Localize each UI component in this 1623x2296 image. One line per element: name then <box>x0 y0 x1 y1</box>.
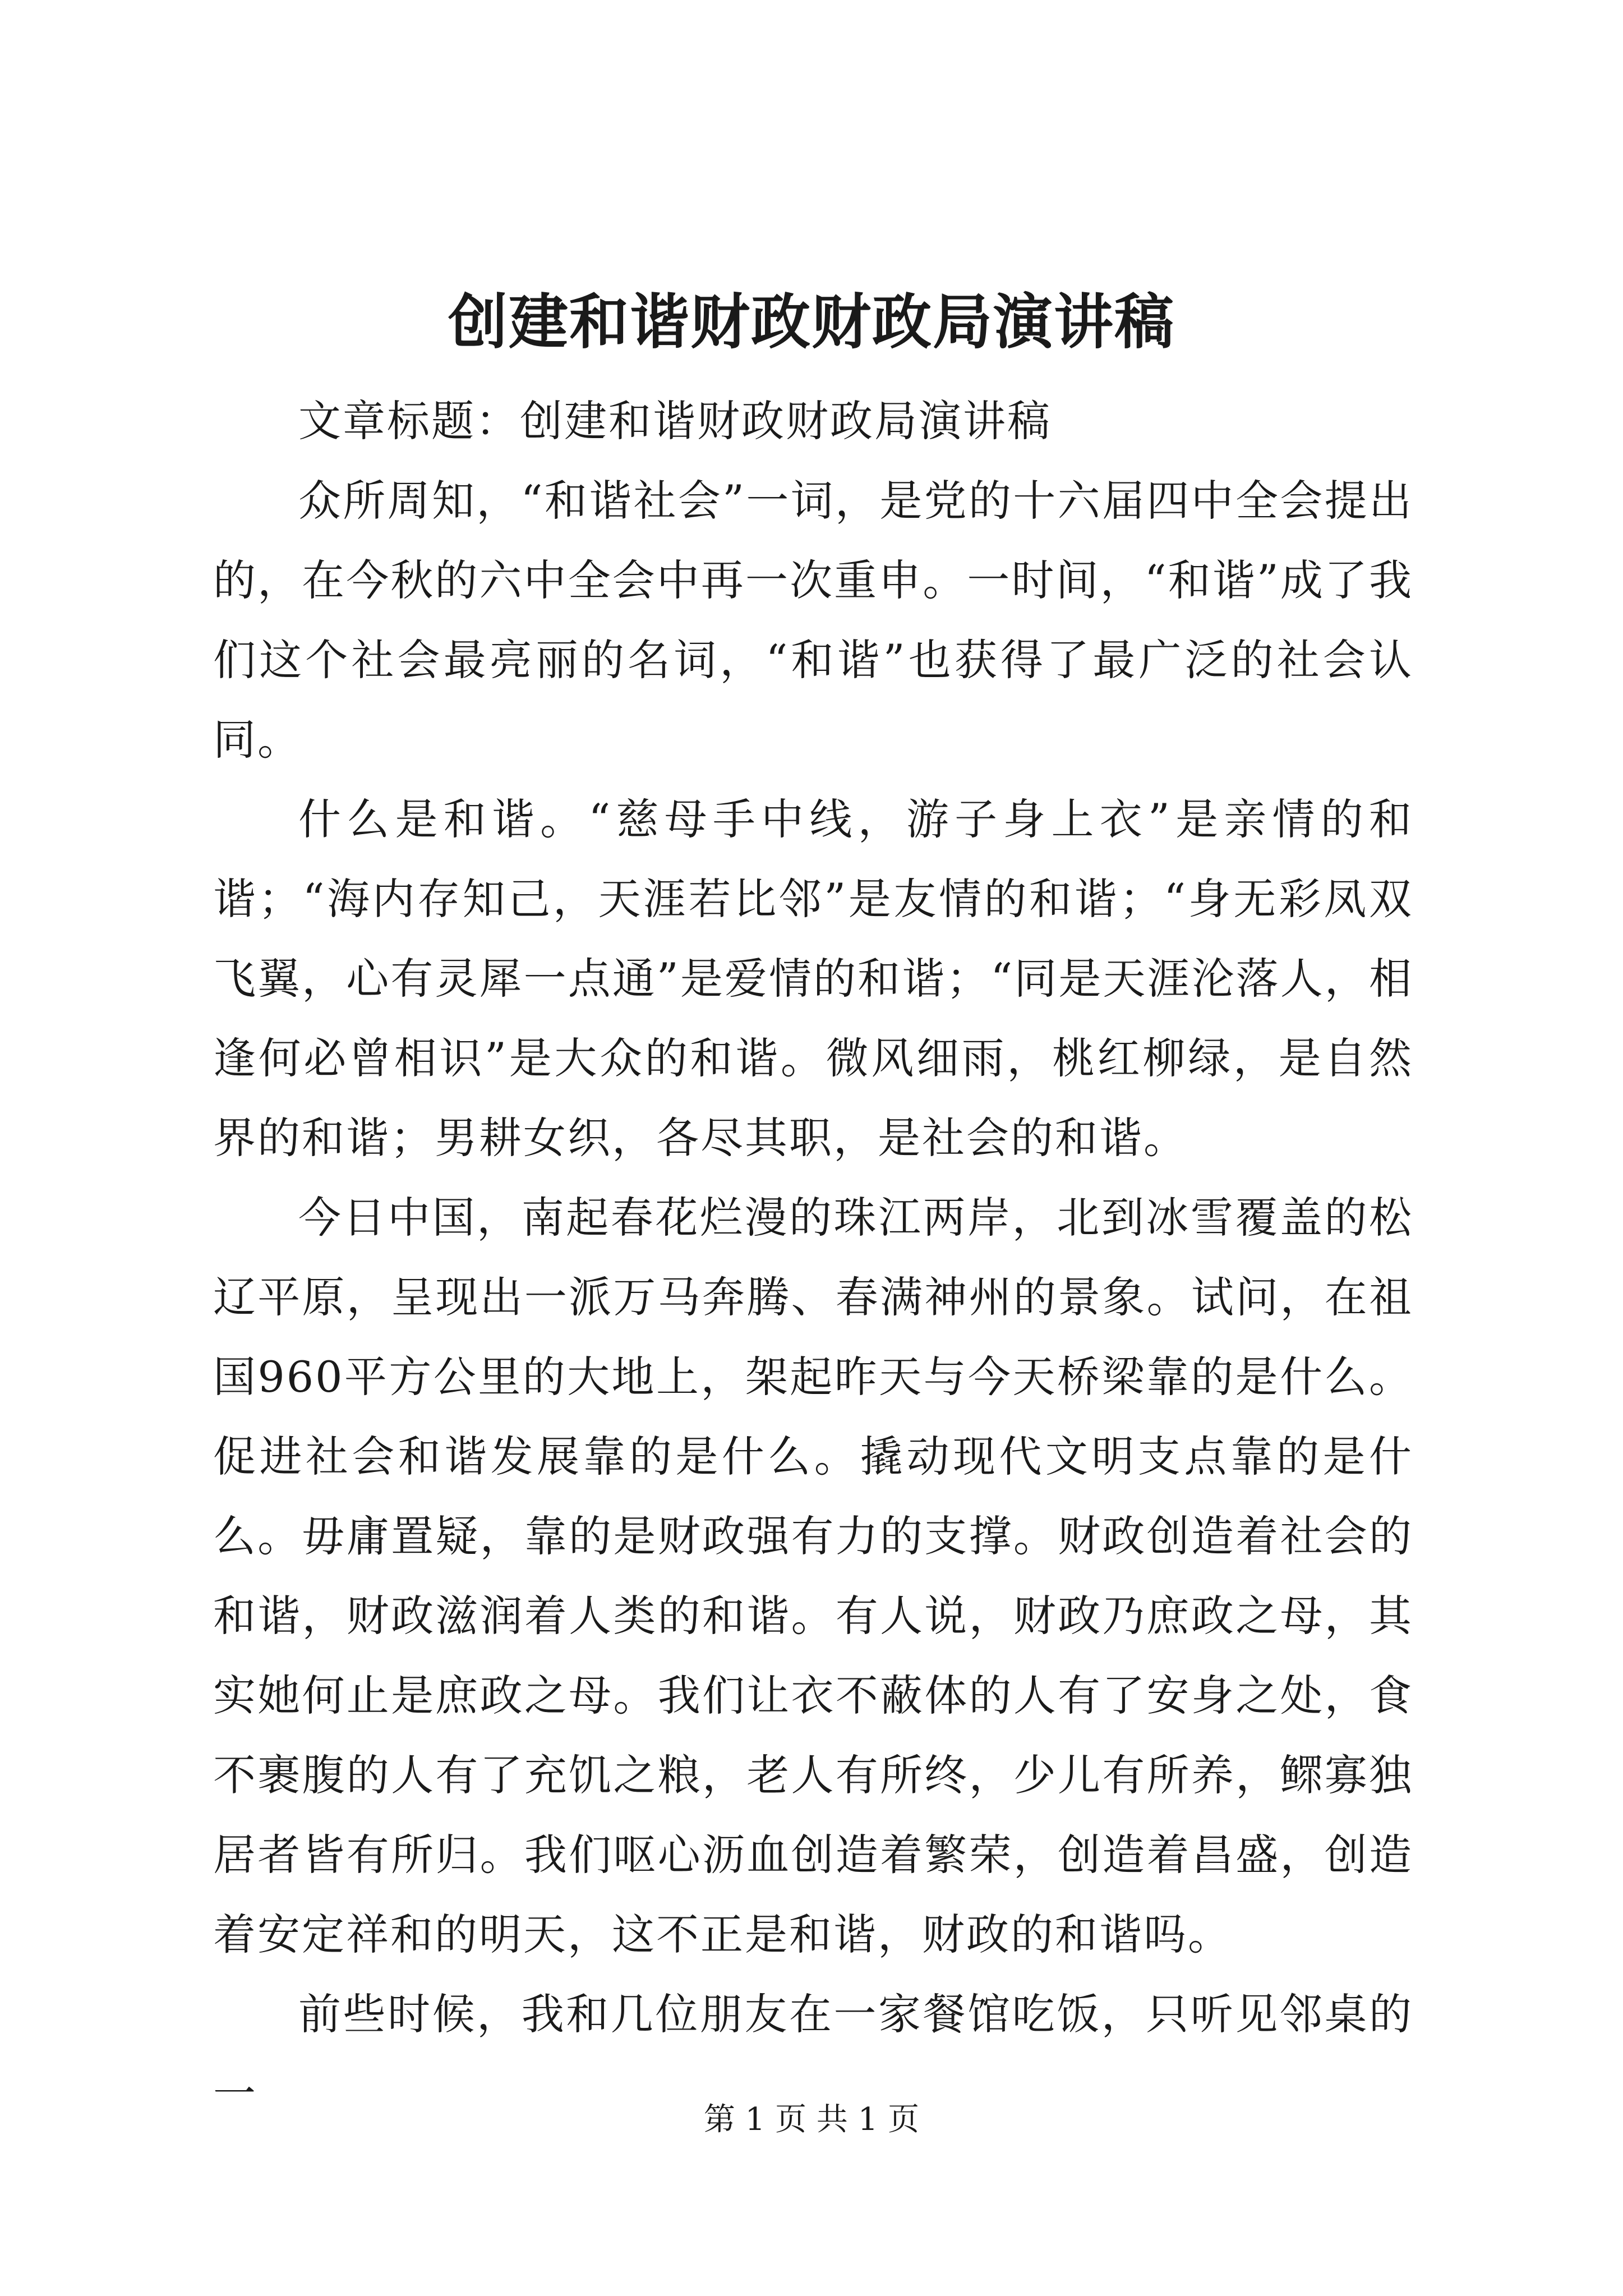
paragraph-harmonious-society: 众所周知，“和谐社会”一词，是党的十六届四中全会提出的，在今秋的六中全会中再一次重申。一时间，“和谐”成了我们这个社会最亮丽的名词，“和谐”也获得了最广泛的社会认同。 <box>213 476 1413 765</box>
document-body <box>213 381 1413 2134</box>
document-title: 创建和谐财政财政局演讲稿 <box>448 287 1175 357</box>
paragraph-restaurant: 前些时候，我和几位朋友在一家餐馆吃饭，只听见邻桌的一 <box>213 1989 1413 2119</box>
paragraph-article-title: 文章标题：创建和谐财政财政局演讲稿 <box>298 396 1052 446</box>
paragraph-today-china: 今日中国，南起春花烂漫的珠江两岸，北到冰雪覆盖的松辽平原，呈现出一派万马奔腾、春满神州的景象。试问，在祖国960平方公里的大地上，架起昨天与今天桥梁靠的是什么。促进社会和谐发展靠的是什么。撬动现代文明支点靠的是什么。毋庸置疑，靠的是财政强有力的支撑。财政创造着社会的和谐，财政滋润着人类的和谐。有人说，财政乃庶政之母，其实她何止是庶政之母。我们让衣不蔽体的人有了安身之处，食不裹腹的人有了充饥之粮，老人有所终，少儿有所养，鳏寡独居者皆有所归。我们呕心沥血创造着繁荣，创造着昌盛，创造着安定祥和的明天，这不正是和谐，财政的和谐吗。 <box>213 1193 1413 1959</box>
paragraph-what-is-harmony: 什么是和谐。“慈母手中线，游子身上衣”是亲情的和谐；“海内存知己，天涯若比邻”是友情的和谐；“身无彩凤双飞翼，心有灵犀一点通”是爱情的和谐；“同是天涯沦落人，相逢何必曾相识”是大众的和谐。微风细雨，桃红柳绿，是自然界的和谐；男耕女织，各尽其职，是社会的和谐。 <box>213 794 1413 1163</box>
page-footer: 第 1 页 共 1 页 <box>703 2101 920 2138</box>
